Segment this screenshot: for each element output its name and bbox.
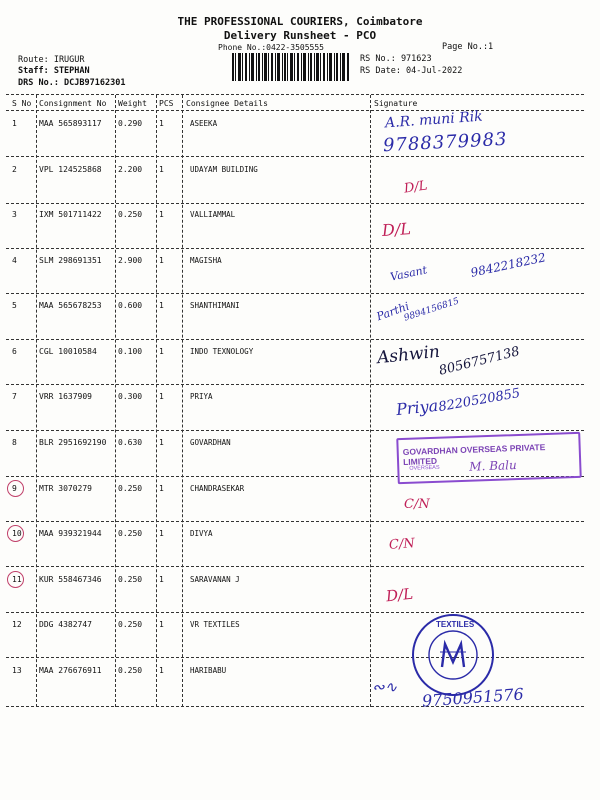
row-pcs: 1 xyxy=(159,484,164,493)
row-divider xyxy=(6,657,584,658)
column-divider xyxy=(182,95,183,707)
phone-row-7: 8220520855 xyxy=(437,385,522,416)
drs-number: DRS No.: DCJB97162301 xyxy=(18,78,126,88)
table-bottom-border xyxy=(6,706,584,707)
signature-row-13: ∾∿ xyxy=(372,678,398,696)
phone-row-5: 9894156815 xyxy=(402,296,461,324)
row-pcs: 1 xyxy=(159,301,164,310)
row-weight: 0.250 xyxy=(118,575,143,584)
phone-number: Phone No.:0422-3505555 xyxy=(218,43,324,52)
phone-row-4: 9842218232 xyxy=(469,250,547,280)
table-top-border xyxy=(6,94,584,95)
row-sno: 5 xyxy=(12,301,17,310)
row-consignee: DIVYA xyxy=(190,529,213,538)
row-sno: 1 xyxy=(12,119,17,128)
row-consignment: IXM 501711422 xyxy=(39,210,102,219)
row-sno: 7 xyxy=(12,392,17,401)
column-header-weight: Weight xyxy=(118,99,147,108)
textiles-seal-icon xyxy=(410,612,496,698)
row-consignment: CGL 10010584 xyxy=(39,347,97,356)
signature-row-4: Vasant xyxy=(389,263,429,284)
row-consignment: MAA 276676911 xyxy=(39,666,102,675)
delivered-mark-row-2: D/L xyxy=(403,178,429,197)
row-consignee: MAGISHA xyxy=(190,256,222,265)
staff: Staff: STEPHAN xyxy=(18,66,90,76)
row-divider xyxy=(6,521,584,522)
row-sno: 6 xyxy=(12,347,17,356)
row-sno: 9 xyxy=(12,484,17,493)
row-consignment: VRR 1637909 xyxy=(39,392,92,401)
row-weight: 2.200 xyxy=(118,165,143,174)
row-weight: 0.250 xyxy=(118,529,143,538)
row-sno: 12 xyxy=(12,620,22,629)
row-weight: 0.100 xyxy=(118,347,143,356)
header-divider xyxy=(6,110,584,111)
row-pcs: 1 xyxy=(159,620,164,629)
row-weight: 0.250 xyxy=(118,210,143,219)
column-header-pcs: PCS xyxy=(159,99,174,108)
rs-date: RS Date: 04-Jul-2022 xyxy=(360,66,463,76)
row-consignment: DDG 4382747 xyxy=(39,620,92,629)
row-sno: 4 xyxy=(12,256,17,265)
row-sno: 3 xyxy=(12,210,17,219)
row-consignee: SARAVANAN J xyxy=(190,575,240,584)
row-divider xyxy=(6,612,584,613)
row-consignee: HARIBABU xyxy=(190,666,227,675)
row-consignee: VALLIAMMAL xyxy=(190,210,236,219)
row-consignee: GOVARDHAN xyxy=(190,438,231,447)
row-divider xyxy=(6,339,584,340)
row-weight: 0.600 xyxy=(118,301,143,310)
row-pcs: 1 xyxy=(159,529,164,538)
row-sno: 13 xyxy=(12,666,22,675)
signature-row-1: A.R. muni Rik xyxy=(384,108,484,132)
row-divider xyxy=(6,203,584,204)
rs-number: RS No.: 971623 xyxy=(360,54,432,64)
row-consignment: MAA 565893117 xyxy=(39,119,102,128)
row-pcs: 1 xyxy=(159,438,164,447)
row-pcs: 1 xyxy=(159,165,164,174)
signature-row-5: Parthi xyxy=(374,299,411,324)
column-header-signature: Signature xyxy=(374,99,418,108)
column-divider xyxy=(36,95,37,707)
row-consignee: INDO TEXNOLOGY xyxy=(190,347,254,356)
row-divider xyxy=(6,156,584,157)
row-pcs: 1 xyxy=(159,666,164,675)
row-sno: 10 xyxy=(12,529,22,538)
row-pcs: 1 xyxy=(159,392,164,401)
row-weight: 2.900 xyxy=(118,256,143,265)
row-sno: 2 xyxy=(12,165,17,174)
row-consignment: BLR 2951692190 xyxy=(39,438,107,447)
row-consignee: SHANTHIMANI xyxy=(190,301,240,310)
delivered-mark-row-11: D/L xyxy=(385,584,414,606)
delivered-mark-row-3: D/L xyxy=(381,219,412,240)
cn-mark-row-9: C/N xyxy=(404,497,430,512)
row-weight: 0.250 xyxy=(118,666,143,675)
row-consignee: PRIYA xyxy=(190,392,213,401)
row-pcs: 1 xyxy=(159,347,164,356)
phone-row-13: 9750951576 xyxy=(421,684,525,711)
row-divider xyxy=(6,384,584,385)
row-consignment: KUR 558467346 xyxy=(39,575,102,584)
phone-row-1: 9788379983 xyxy=(382,128,508,157)
row-sno: 11 xyxy=(12,575,22,584)
route: Route: IRUGUR xyxy=(18,55,85,65)
cn-mark-row-10: C/N xyxy=(388,536,416,553)
row-divider xyxy=(6,248,584,249)
row-consignee: ASEEKA xyxy=(190,119,218,128)
phone-row-6: 8056757138 xyxy=(437,344,522,379)
row-weight: 0.630 xyxy=(118,438,143,447)
signature-row-6: Ashwin xyxy=(376,341,441,369)
row-divider xyxy=(6,430,584,431)
document-title: Delivery Runsheet - PCO xyxy=(223,29,377,42)
row-consignment: MAA 939321944 xyxy=(39,529,102,538)
row-consignment: MTR 3070279 xyxy=(39,484,92,493)
row-consignment: SLM 298691351 xyxy=(39,256,102,265)
signature-row-7: Priya xyxy=(395,395,439,420)
page-number: Page No.:1 xyxy=(442,42,494,52)
row-consignment: MAA 565678253 xyxy=(39,301,102,310)
row-consignment: VPL 124525868 xyxy=(39,165,102,174)
seal-text: TEXTILES xyxy=(436,620,475,629)
column-header-consignment: Consignment No xyxy=(39,99,107,108)
row-pcs: 1 xyxy=(159,256,164,265)
row-consignee: VR TEXTILES xyxy=(190,620,240,629)
column-divider xyxy=(156,95,157,707)
row-weight: 0.250 xyxy=(118,620,143,629)
barcode-icon xyxy=(232,53,350,81)
column-header-consignee: Consignee Details xyxy=(186,99,268,108)
company-title: THE PROFESSIONAL COURIERS, Coimbatore xyxy=(177,15,423,28)
row-divider xyxy=(6,293,584,294)
row-pcs: 1 xyxy=(159,575,164,584)
stamp-sub-text: OVERSEAS xyxy=(409,464,440,472)
row-weight: 0.250 xyxy=(118,484,143,493)
column-header-sno: S No xyxy=(12,99,32,108)
row-pcs: 1 xyxy=(159,119,164,128)
company-stamp xyxy=(396,432,581,484)
row-consignee: CHANDRASEKAR xyxy=(190,484,245,493)
stamp-signature: M. Balu xyxy=(469,458,517,474)
row-divider xyxy=(6,566,584,567)
stamp-text: GOVARDHAN OVERSEAS PRIVATE LIMITED xyxy=(402,442,546,467)
row-pcs: 1 xyxy=(159,210,164,219)
row-weight: 0.290 xyxy=(118,119,143,128)
row-weight: 0.300 xyxy=(118,392,143,401)
row-consignee: UDAYAM BUILDING xyxy=(190,165,258,174)
column-divider xyxy=(115,95,116,707)
column-divider xyxy=(370,95,371,707)
row-sno: 8 xyxy=(12,438,17,447)
